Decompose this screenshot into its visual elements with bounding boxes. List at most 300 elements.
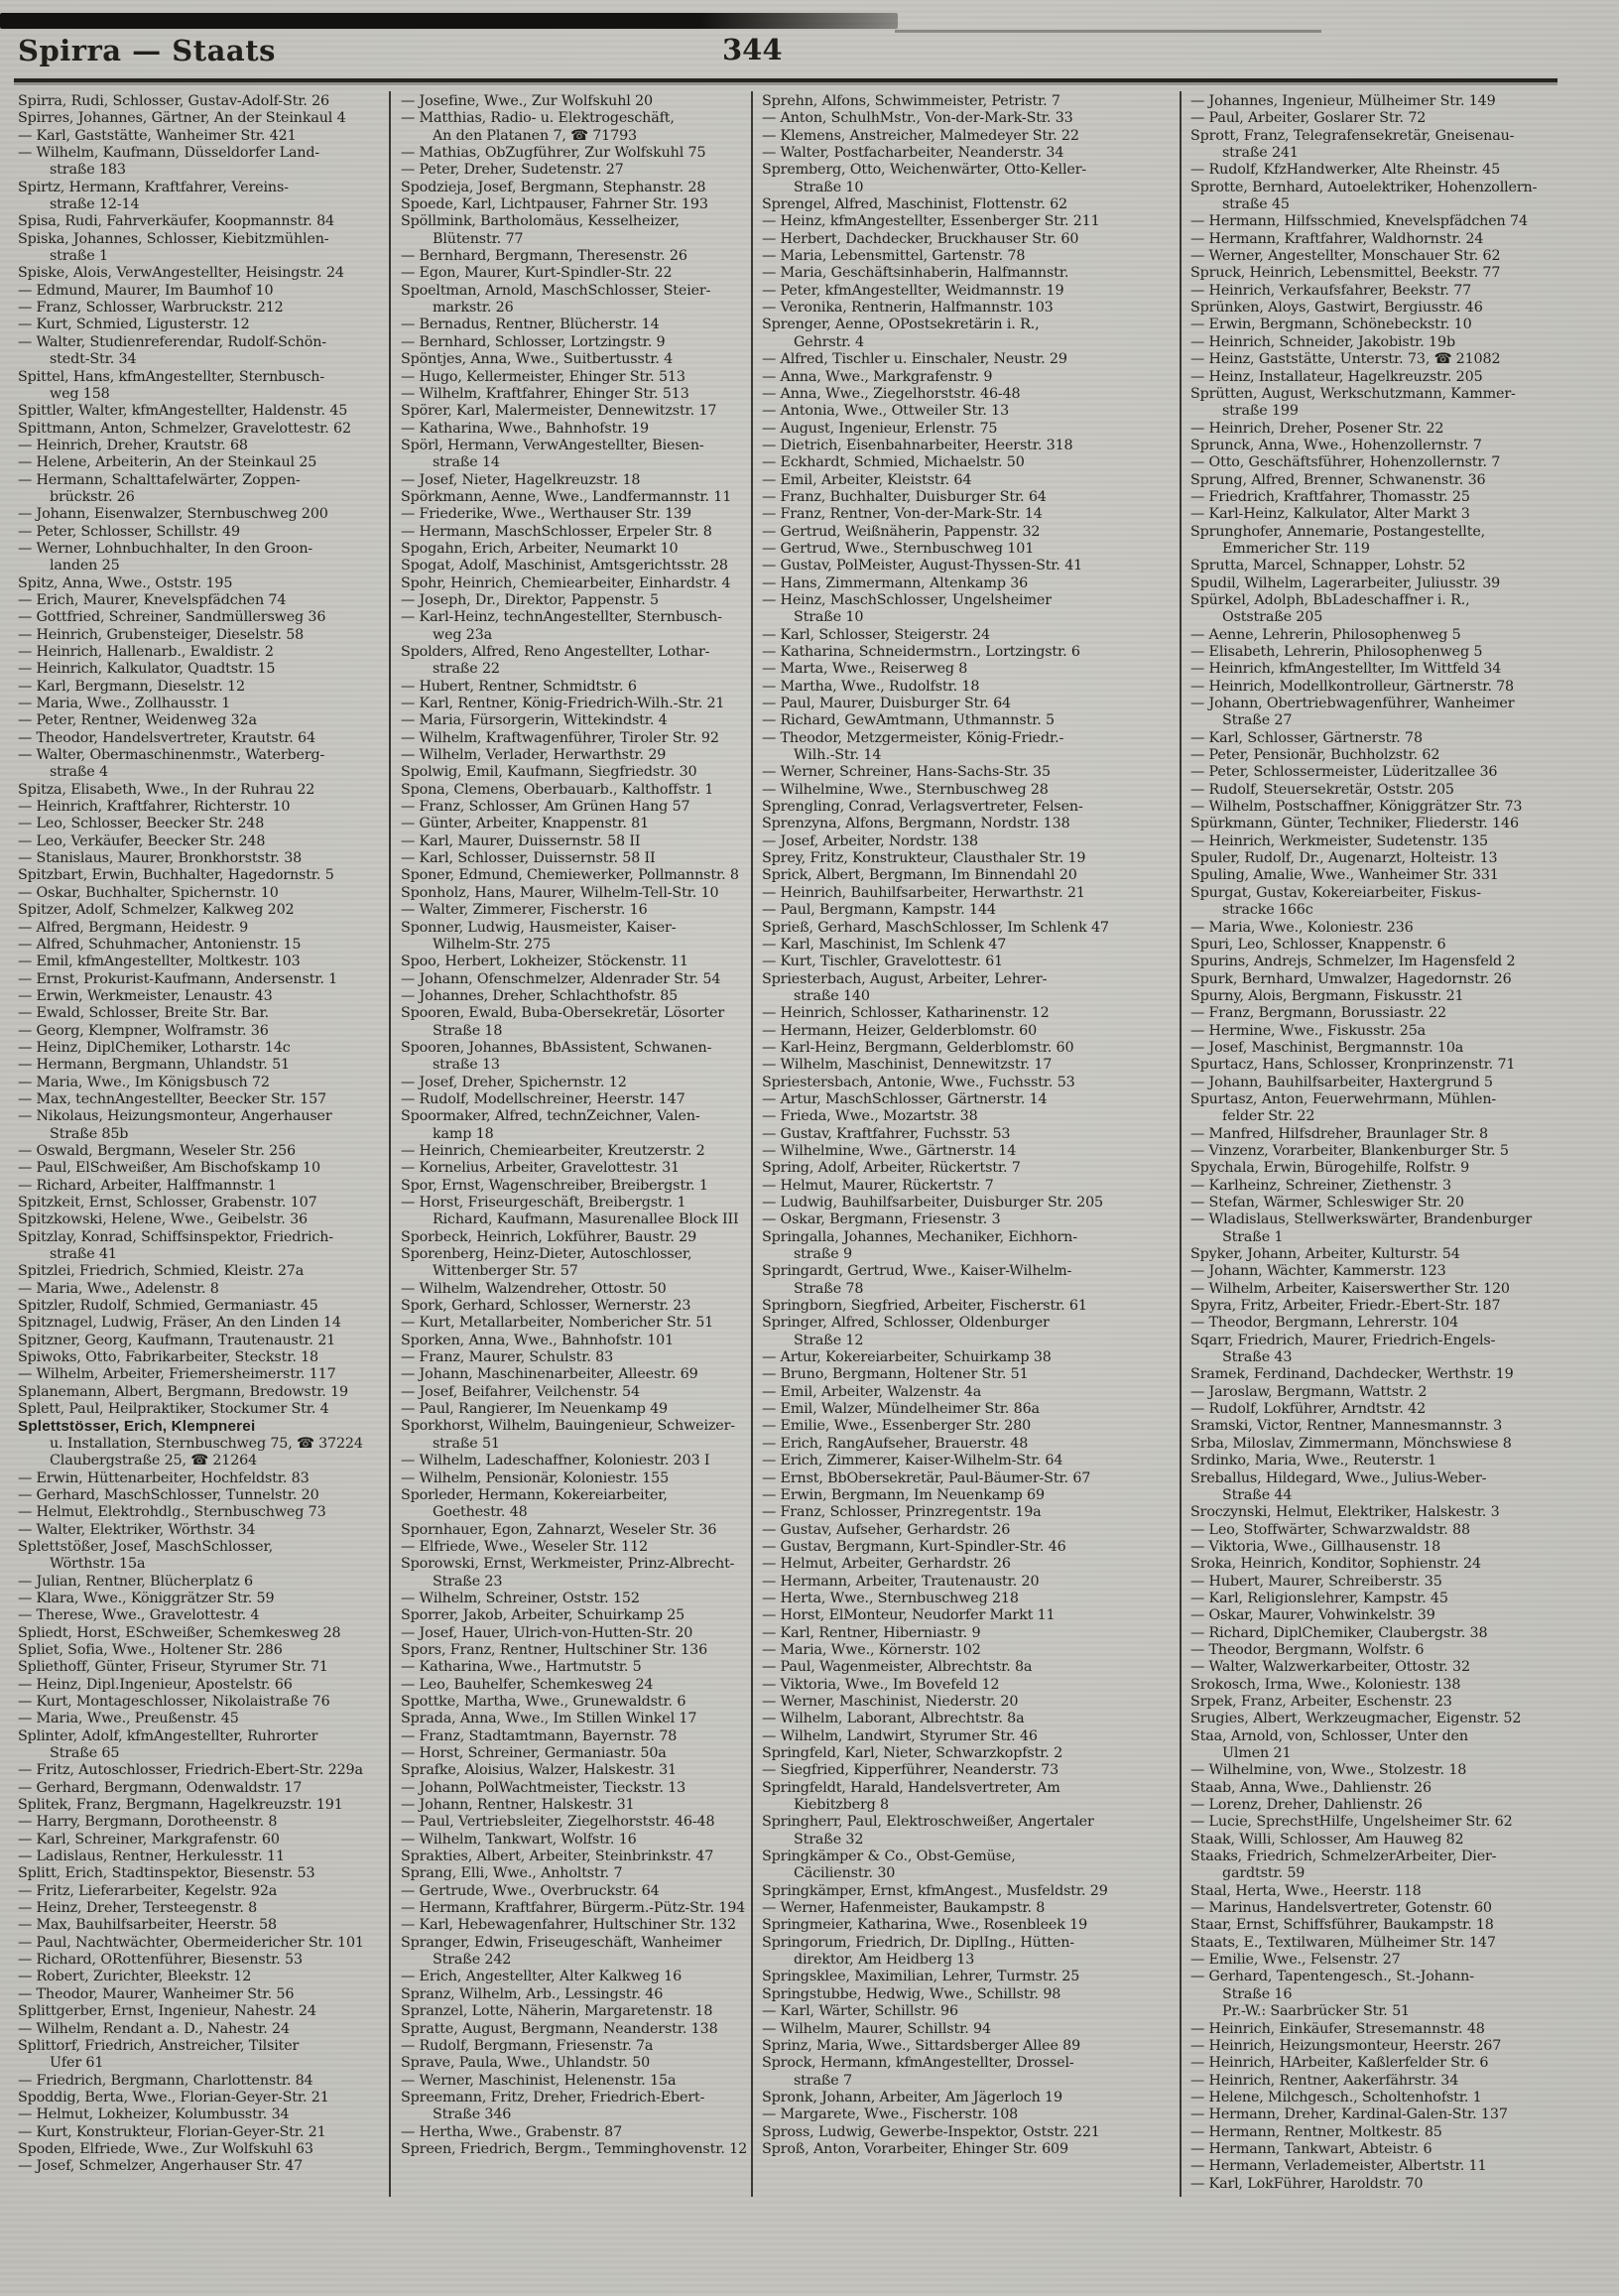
directory-line: — Hermann, Verlademeister, Albertstr. 11	[1190, 2158, 1487, 2175]
directory-line: Spurk, Bernhard, Umwalzer, Hagedornstr. 26	[1190, 970, 1512, 987]
directory-line: An den Platanen 7, ☎ 71793	[433, 127, 637, 144]
directory-line: straße 12-14	[50, 196, 140, 213]
directory-line: — Klara, Wwe., Königgrätzer Str. 59	[18, 1590, 275, 1606]
directory-line: — Hermann, Schalttafelwärter, Zoppen-	[18, 471, 301, 488]
directory-line: — Helene, Milchgesch., Scholtenhofstr. 1	[1190, 2089, 1482, 2105]
directory-line: Spreen, Friedrich, Bergm., Temminghovenstr. 12	[401, 2140, 748, 2157]
directory-line: Springkämper, Ernst, kfmAngest., Musfeldstr. 29	[762, 1882, 1108, 1899]
directory-line: — Franz, Buchhalter, Duisburger Str. 64	[762, 488, 1047, 505]
directory-line: Straße 10	[794, 179, 864, 195]
directory-line: — Walter, Studienreferendar, Rudolf-Schön-	[18, 333, 326, 350]
directory-line: — Edmund, Maurer, Im Baumhof 10	[18, 282, 274, 299]
directory-line: Springkämper & Co., Obst-Gemüse,	[762, 1849, 1016, 1865]
directory-line: — Kurt, Schmied, Ligusterstr. 12	[18, 317, 250, 333]
directory-line: Spoddig, Berta, Wwe., Florian-Geyer-Str. 21	[18, 2089, 329, 2105]
directory-line: — Gustav, Kraftfahrer, Fuchsstr. 53	[762, 1125, 1011, 1142]
directory-line: — Eckhardt, Schmied, Michaelstr. 50	[762, 454, 1025, 471]
directory-line: — Gottfried, Schreiner, Sandmüllersweg 36	[18, 609, 326, 626]
directory-line: Staak, Willi, Schlosser, Am Hauweg 82	[1190, 1831, 1464, 1848]
directory-line: — Heinrich, Grubensteiger, Dieselstr. 58	[18, 626, 305, 643]
directory-line: Spliethoff, Günter, Friseur, Styrumer Str. 71	[18, 1659, 328, 1676]
directory-line: straße 22	[433, 661, 500, 678]
directory-line: — Paul, Maurer, Duisburger Str. 64	[762, 696, 1011, 712]
directory-line: — Hermann, Heizer, Gelderblomstr. 60	[762, 1022, 1038, 1039]
directory-line: Spychala, Erwin, Bürogehilfe, Rolfstr. 9	[1190, 1160, 1470, 1177]
directory-entry-bold: Splettstösser, Erich, Klempnerei	[18, 1418, 256, 1436]
directory-line: Straße 12	[794, 1332, 864, 1348]
directory-line: — Horst, ElMonteur, Neudorfer Markt 11	[762, 1607, 1056, 1624]
directory-line: — Josef, Arbeiter, Nordstr. 138	[762, 832, 978, 849]
directory-line: Srugies, Albert, Werkzeugmacher, Eigenstr. 52	[1190, 1711, 1522, 1727]
directory-line: Wilhelm-Str. 275	[433, 936, 551, 953]
directory-line: — Rudolf, Bergmann, Friesenstr. 7a	[401, 2037, 654, 2054]
directory-line: — Walter, Walzwerkarbeiter, Ottostr. 32	[1190, 1659, 1470, 1676]
directory-line: Ulmen 21	[1222, 1745, 1292, 1761]
directory-line: — Heinrich, HArbeiter, Kaßlerfelder Str. 6	[1190, 2055, 1489, 2072]
directory-line: Blütenstr. 77	[433, 230, 524, 247]
directory-line: — Karl-Heinz, Kalkulator, Alter Markt 3	[1190, 506, 1470, 523]
directory-line: straße 9	[794, 1246, 852, 1263]
directory-line: Srdinko, Maria, Wwe., Reuterstr. 1	[1190, 1453, 1437, 1469]
directory-line: Spudil, Wilhelm, Lagerarbeiter, Juliusstr. 39	[1190, 574, 1501, 591]
directory-line: — Heinrich, Dreher, Posener Str. 22	[1190, 420, 1444, 437]
directory-line: Straße 43	[1222, 1349, 1293, 1366]
directory-line: Sprave, Paula, Wwe., Uhlandstr. 50	[401, 2055, 651, 2072]
directory-line: — Ewald, Schlosser, Breite Str. Bar.	[18, 1005, 269, 1022]
directory-line: — Heinrich, Werkmeister, Sudetenstr. 135	[1190, 832, 1488, 849]
directory-line: Straße 10	[794, 609, 864, 626]
directory-line: — Paul, Vertriebsleiter, Ziegelhorststr. 46-48	[401, 1814, 715, 1831]
directory-line: — Heinz, Dipl.Ingenieur, Apostelstr. 66	[18, 1676, 293, 1693]
directory-line: — Wilhelm, Arbeiter, Kaiserswerther Str. 120	[1190, 1280, 1510, 1297]
directory-line: — Johann, PolWachtmeister, Tieckstr. 13	[401, 1779, 686, 1796]
directory-line: — Wilhelm, Landwirt, Styrumer Str. 46	[762, 1727, 1038, 1744]
directory-line: — Emil, kfmAngestellter, Moltkestr. 103	[18, 954, 301, 970]
directory-line: — Hermann, Tankwart, Abteistr. 6	[1190, 2140, 1432, 2157]
directory-line: markstr. 26	[433, 300, 514, 317]
directory-line: — Martha, Wwe., Rudolfstr. 18	[762, 678, 980, 695]
directory-line: — Heinrich, Schneider, Jakobistr. 19b	[1190, 333, 1455, 350]
directory-line: — Werner, Maschinist, Niederstr. 20	[762, 1693, 1019, 1710]
directory-line: — Karl, Schlosser, Gärtnerstr. 78	[1190, 729, 1423, 746]
directory-line: — Rudolf, Lokführer, Arndtstr. 42	[1190, 1401, 1427, 1418]
directory-line: — Heinrich, kfmAngestellter, Im Wittfeld 34	[1190, 661, 1502, 678]
directory-line: Straße 242	[433, 1952, 512, 1969]
directory-line: — Karl, Rentner, König-Friedrich-Wilh.-Str. 21	[401, 696, 725, 712]
directory-line: Sprunghofer, Annemarie, Postangestellte,	[1190, 523, 1486, 540]
directory-line: — Viktoria, Wwe., Im Bovefeld 12	[762, 1676, 1000, 1693]
directory-line: — Herbert, Dachdecker, Bruckhauser Str. 60	[762, 230, 1079, 247]
directory-line: landen 25	[50, 558, 120, 574]
directory-line: — Leo, Stoffwärter, Schwarzwaldstr. 88	[1190, 1521, 1470, 1538]
directory-line: — Karlheinz, Schreiner, Ziethenstr. 3	[1190, 1177, 1451, 1194]
directory-column-4	[1190, 93, 1613, 2193]
directory-line: straße 41	[50, 1246, 117, 1263]
directory-line: straße 140	[794, 987, 870, 1004]
directory-line: — Heinrich, Hallenarb., Ewaldistr. 2	[18, 644, 274, 660]
directory-line: — Harry, Bergmann, Dorotheenstr. 8	[18, 1814, 278, 1831]
directory-line: — Wilhelm, Maschinist, Dennewitzstr. 17	[762, 1057, 1053, 1074]
directory-line: — Emil, Walzer, Mündelheimer Str. 86a	[762, 1401, 1040, 1418]
directory-line: — Erich, Angestellter, Alter Kalkweg 16	[401, 1969, 683, 1985]
directory-line: — Karl, Religionslehrer, Kampstr. 45	[1190, 1590, 1448, 1606]
directory-line: — Gerhard, MaschSchlosser, Tunnelstr. 20	[18, 1486, 319, 1503]
directory-line: — Hugo, Kellermeister, Ehinger Str. 513	[401, 368, 685, 385]
directory-line: — Ladislaus, Rentner, Herkulesstr. 11	[18, 1849, 285, 1865]
directory-column-3	[762, 93, 1177, 2158]
directory-line: — Robert, Zurichter, Bleekstr. 12	[18, 1969, 252, 1985]
directory-line: — Peter, Schlosser, Schillstr. 49	[18, 523, 240, 540]
directory-line: — Matthias, Radio- u. Elektrogeschäft,	[401, 110, 675, 127]
directory-line: — Josef, Dreher, Spichernstr. 12	[401, 1074, 627, 1090]
directory-line: felder Str. 22	[1222, 1108, 1315, 1125]
directory-line: Sprieß, Gerhard, MaschSchlosser, Im Schlenk 47	[762, 919, 1109, 936]
directory-line: Sprünken, Aloys, Gastwirt, Bergiusstr. 46	[1190, 300, 1483, 317]
directory-line: — Heinrich, Dreher, Krautstr. 68	[18, 437, 248, 453]
directory-line: Springmeier, Katharina, Wwe., Rosenbleek 19	[762, 1917, 1088, 1934]
directory-line: — Karl, Rentner, Hiberniastr. 9	[762, 1624, 981, 1641]
directory-line: Spranz, Wilhelm, Arb., Lessingstr. 46	[401, 1985, 664, 2002]
directory-line: — Richard, ORottenführer, Biesenstr. 53	[18, 1952, 303, 1969]
directory-line: — Emil, Arbeiter, Walzenstr. 4a	[762, 1383, 982, 1400]
directory-line: straße 241	[1222, 145, 1299, 162]
directory-line: — Franz, Schlosser, Warbruckstr. 212	[18, 300, 284, 317]
directory-line: — Kurt, Tischler, Gravelottestr. 61	[762, 954, 1003, 970]
directory-line: — Alfred, Bergmann, Heidestr. 9	[18, 919, 249, 936]
directory-line: Splittgerber, Ernst, Ingenieur, Nahestr. 24	[18, 2003, 316, 2020]
directory-line: — Horst, Friseurgeschäft, Breibergstr. 1	[401, 1195, 686, 1211]
directory-line: Sprengling, Conrad, Verlagsvertreter, Felsen-	[762, 799, 1083, 816]
directory-line: — Heinrich, Bauhilfsarbeiter, Herwarthstr. 21	[762, 884, 1085, 901]
directory-line: Spitzkowski, Helene, Wwe., Geibelstr. 36	[18, 1212, 308, 1228]
directory-line: Springardt, Gertrud, Wwe., Kaiser-Wilhelm-	[762, 1263, 1072, 1280]
directory-line: — Aenne, Lehrerin, Philosophenweg 5	[1190, 626, 1461, 643]
directory-line: — Werner, Hafenmeister, Baukampstr. 8	[762, 1900, 1046, 1917]
directory-line: straße 13	[433, 1057, 500, 1074]
directory-line: — Heinz, MaschSchlosser, Ungelsheimer	[762, 591, 1052, 608]
directory-line: straße 4	[50, 764, 108, 781]
directory-line: — Hermann, Hilfsschmied, Knevelspfädchen 74	[1190, 213, 1528, 230]
directory-line: — Hermann, Kraftfahrer, Waldhornstr. 24	[1190, 230, 1484, 247]
directory-line: — Peter, Dreher, Sudetenstr. 27	[401, 162, 624, 179]
directory-line: — Karl, Maschinist, Im Schlenk 47	[762, 936, 1007, 953]
directory-line: — Wilhelm, Schreiner, Oststr. 152	[401, 1590, 640, 1606]
directory-line: Spross, Ludwig, Gewerbe-Inspektor, Oststr. 221	[762, 2123, 1100, 2140]
directory-line: — Erich, Maurer, Knevelspfädchen 74	[18, 591, 287, 608]
directory-line: — Erwin, Bergmann, Im Neuenkamp 69	[762, 1486, 1045, 1503]
column-divider	[1180, 91, 1182, 2197]
directory-line: Splettstößer, Josef, MaschSchlosser,	[18, 1538, 273, 1555]
directory-line: — Heinrich, Modellkontrolleur, Gärtnerstr. 78	[1190, 678, 1515, 695]
directory-line: Spitzler, Rudolf, Schmied, Germaniastr. 45	[18, 1298, 318, 1315]
directory-column-2	[401, 93, 750, 2158]
directory-line: Spriestersbach, Antonie, Wwe., Fuchsstr. 53	[762, 1074, 1075, 1090]
directory-line: — Franz, Stadtamtmann, Bayernstr. 78	[401, 1727, 678, 1744]
directory-line: Straße 44	[1222, 1486, 1293, 1503]
directory-line: — Maria, Fürsorgerin, Wittekindstr. 4	[401, 712, 668, 729]
directory-line: Splitek, Franz, Bergmann, Hagelkreuzstr. 191	[18, 1797, 343, 1814]
directory-line: — Manfred, Hilfsdreher, Braunlager Str. 8	[1190, 1125, 1488, 1142]
directory-line: Oststraße 205	[1222, 609, 1323, 626]
directory-line: Sprotte, Bernhard, Autoelektriker, Hohenzollern-	[1190, 179, 1538, 195]
directory-line: — Wilhelmine, Wwe., Gärtnerstr. 14	[762, 1142, 1017, 1159]
directory-line: — Wilhelm, Verlader, Herwarthstr. 29	[401, 747, 667, 764]
directory-line: — Johann, Ofenschmelzer, Aldenrader Str. 54	[401, 970, 721, 987]
directory-line: — Viktoria, Wwe., Gillhausenstr. 18	[1190, 1538, 1441, 1555]
directory-line: — Heinz, kfmAngestellter, Essenberger Str. 211	[762, 213, 1100, 230]
directory-line: — Werner, Schreiner, Hans-Sachs-Str. 35	[762, 764, 1051, 781]
directory-line: — Elisabeth, Lehrerin, Philosophenweg 5	[1190, 644, 1483, 660]
directory-line: — Walter, Zimmerer, Fischerstr. 16	[401, 902, 648, 919]
directory-line: — Theodor, Metzgermeister, König-Friedr.-	[762, 729, 1064, 746]
directory-line: — Max, technAngestellter, Beecker Str. 157	[18, 1090, 326, 1107]
directory-line: Sprott, Franz, Telegrafensekretär, Gneisenau-	[1190, 127, 1515, 144]
directory-line: — Karl, Wärter, Schillstr. 96	[762, 2003, 958, 2020]
directory-line: — Georg, Klempner, Wolframstr. 36	[18, 1022, 269, 1039]
directory-line: Pr.-W.: Saarbrücker Str. 51	[1222, 2003, 1410, 2020]
directory-line: Splittorf, Friedrich, Anstreicher, Tilsiter	[18, 2037, 300, 2054]
directory-line: Staab, Anna, Wwe., Dahlienstr. 26	[1190, 1779, 1432, 1796]
directory-line: — Oskar, Maurer, Vohwinkelstr. 39	[1190, 1607, 1435, 1624]
directory-line: — Karl, Hebewagenfahrer, Hultschiner Str. 132	[401, 1917, 736, 1934]
directory-line: — Paul, Wagenmeister, Albrechtstr. 8a	[762, 1659, 1033, 1676]
directory-line: — Therese, Wwe., Gravelottestr. 4	[18, 1607, 260, 1624]
directory-line: — Paul, Nachtwächter, Obermeidericher Str. 101	[18, 1934, 364, 1951]
directory-line: u. Installation, Sternbuschweg 75, ☎ 37224	[50, 1435, 363, 1452]
directory-line: — Johannes, Ingenieur, Mülheimer Str. 149	[1190, 93, 1496, 109]
directory-line: — Alfred, Tischler u. Einschaler, Neustr. 29	[762, 351, 1067, 368]
directory-line: Staal, Herta, Wwe., Heerstr. 118	[1190, 1882, 1422, 1899]
directory-line: — Kornelius, Arbeiter, Gravelottestr. 31	[401, 1160, 681, 1177]
directory-line: Straße 78	[794, 1280, 864, 1297]
directory-line: — Wilhelm, Tankwart, Wolfstr. 16	[401, 1831, 637, 1848]
directory-line: — Hubert, Rentner, Schmidtstr. 6	[401, 678, 637, 695]
directory-line: Sporleder, Hermann, Kokereiarbeiter,	[401, 1486, 668, 1503]
directory-line: — Lorenz, Dreher, Dahlienstr. 26	[1190, 1797, 1423, 1814]
directory-line: — Veronika, Rentnerin, Halfmannstr. 103	[762, 300, 1054, 317]
page-title: Spirra — Staats	[18, 34, 276, 67]
directory-line: — Stanislaus, Maurer, Bronkhorststr. 38	[18, 850, 303, 867]
directory-line: — Walter, Obermaschinenmstr., Waterberg-	[18, 747, 325, 764]
directory-line: — Paul, Arbeiter, Goslarer Str. 72	[1190, 110, 1427, 127]
directory-line: — Katharina, Wwe., Bahnhofstr. 19	[401, 420, 650, 437]
directory-column-1	[18, 93, 391, 2176]
directory-line: — Karl-Heinz, technAngestellter, Sternbusch-	[401, 609, 722, 626]
directory-line: — Leo, Verkäufer, Beecker Str. 248	[18, 832, 266, 849]
directory-line: — Wilhelm, Pensionär, Koloniestr. 155	[401, 1469, 670, 1486]
directory-line: weg 158	[50, 385, 110, 402]
directory-line: — Josef, Hauer, Ulrich-von-Hutten-Str. 20	[401, 1624, 693, 1641]
directory-line: — Klemens, Anstreicher, Malmedeyer Str. 22	[762, 127, 1079, 144]
directory-line: — Gustav, Bergmann, Kurt-Spindler-Str. 46	[762, 1538, 1066, 1555]
directory-line: — Wilhelmine, Wwe., Sternbuschweg 28	[762, 781, 1049, 798]
directory-line: Spornhauer, Egon, Zahnarzt, Weseler Str. 36	[401, 1521, 717, 1538]
directory-line: — Josefine, Wwe., Zur Wolfskuhl 20	[401, 93, 653, 109]
directory-line: kamp 18	[433, 1125, 494, 1142]
directory-line: — Marta, Wwe., Reiserweg 8	[762, 661, 968, 678]
directory-line: — Maria, Wwe., Preußenstr. 45	[18, 1711, 239, 1727]
directory-line: Springstubbe, Hedwig, Wwe., Schillstr. 98	[762, 1985, 1061, 2002]
directory-line: Spittler, Walter, kfmAngestellter, Haldenstr. 45	[18, 403, 348, 420]
directory-line: Spodzieja, Josef, Bergmann, Stephanstr. 28	[401, 179, 706, 195]
directory-line: — Helmut, Maurer, Rückertstr. 7	[762, 1177, 994, 1194]
directory-line: Spitza, Elisabeth, Wwe., In der Ruhrau 22	[18, 781, 315, 798]
directory-line: — Franz, Rentner, Von-der-Mark-Str. 14	[762, 506, 1043, 523]
directory-line: — Johannes, Dreher, Schlachthofstr. 85	[401, 987, 679, 1004]
directory-line: Straße 16	[1222, 1985, 1293, 2002]
directory-line: — Hermann, Kraftfahrer, Bürgerm.-Pütz-Str. 194	[401, 1900, 746, 1917]
directory-line: — Frieda, Wwe., Mozartstr. 38	[762, 1108, 978, 1125]
directory-line: Spitzlay, Konrad, Schiffsinspektor, Friedrich-	[18, 1228, 333, 1245]
directory-line: Sramski, Victor, Rentner, Mannesmannstr. 3	[1190, 1418, 1503, 1435]
directory-line: Springer, Alfred, Schlosser, Oldenburger	[762, 1315, 1050, 1332]
directory-line: — Bernadus, Rentner, Blücherstr. 14	[401, 317, 660, 333]
directory-line: Spitz, Anna, Wwe., Oststr. 195	[18, 574, 233, 591]
directory-line: brückstr. 26	[50, 488, 135, 505]
directory-line: — Hertha, Wwe., Grabenstr. 87	[401, 2123, 623, 2140]
directory-line: — Antonia, Wwe., Ottweiler Str. 13	[762, 403, 1010, 420]
directory-line: Straße 85b	[50, 1125, 129, 1142]
directory-line: — Hermann, Dreher, Kardinal-Galen-Str. 137	[1190, 2106, 1508, 2123]
directory-line: — Heinz, DiplChemiker, Lotharstr. 14c	[18, 1039, 291, 1056]
directory-line: Spranzel, Lotte, Näherin, Margaretenstr. 18	[401, 2003, 713, 2020]
directory-line: Cäcilienstr. 30	[794, 1865, 896, 1882]
directory-line: Srba, Miloslav, Zimmermann, Mönchswiese 8	[1190, 1435, 1512, 1452]
directory-line: — Karl, Maurer, Duissernstr. 58 II	[401, 832, 641, 849]
directory-line: Spoeltman, Arnold, MaschSchlosser, Steier-	[401, 282, 711, 299]
directory-line: Spörl, Hermann, VerwAngestellter, Biesen-	[401, 437, 704, 453]
directory-line: Spliet, Sofia, Wwe., Holtener Str. 286	[18, 1641, 283, 1658]
directory-line: Spriesterbach, August, Arbeiter, Lehrer-	[762, 970, 1048, 987]
directory-line: Spörkmann, Aenne, Wwe., Landfermannstr. 11	[401, 488, 732, 505]
directory-line: — Helmut, Lokheizer, Kolumbusstr. 34	[18, 2106, 290, 2123]
directory-line: — Helene, Arbeiterin, An der Steinkaul 25	[18, 454, 317, 471]
directory-line: — Nikolaus, Heizungsmonteur, Angerhauser	[18, 1108, 332, 1125]
directory-line: — Theodor, Maurer, Wanheimer Str. 56	[18, 1985, 295, 2002]
directory-line: Spitzer, Adolf, Schmelzer, Kalkweg 202	[18, 902, 295, 919]
directory-line: Sponner, Ludwig, Hausmeister, Kaiser-	[401, 919, 677, 936]
directory-line: Spitzlei, Friedrich, Schmied, Kleistr. 27a	[18, 1263, 305, 1280]
directory-line: — Artur, Kokereiarbeiter, Schuirkamp 38	[762, 1349, 1052, 1366]
directory-line: — Margarete, Wwe., Fischerstr. 108	[762, 2106, 1019, 2123]
directory-line: direktor, Am Heidberg 13	[794, 1952, 975, 1969]
directory-line: Spuri, Leo, Schlosser, Knappenstr. 6	[1190, 936, 1446, 953]
directory-line: Spring, Adolf, Arbeiter, Rückertstr. 7	[762, 1160, 1021, 1177]
directory-line: — Heinrich, Heizungsmonteur, Heerstr. 267	[1190, 2037, 1502, 2054]
directory-line: — Wladislaus, Stellwerkswärter, Brandenburger	[1190, 1212, 1533, 1228]
directory-line: Springfeldt, Harald, Handelsvertreter, Am	[762, 1779, 1060, 1796]
directory-line: — Johann, Bauhilfsarbeiter, Haxtergrund 5	[1190, 1074, 1493, 1090]
directory-line: Springborn, Siegfried, Arbeiter, Fischerstr. 61	[762, 1298, 1087, 1315]
directory-line: — Alfred, Schuhmacher, Antonienstr. 15	[18, 936, 302, 953]
directory-line: Spiske, Alois, VerwAngestellter, Heisingstr. 24	[18, 265, 344, 282]
directory-line: Spoormaker, Alfred, technZeichner, Valen-	[401, 1108, 700, 1125]
directory-line: — Jaroslaw, Bergmann, Wattstr. 2	[1190, 1383, 1428, 1400]
directory-line: Spottke, Martha, Wwe., Grunewaldstr. 6	[401, 1693, 686, 1710]
directory-line: — Wilhelm, Ladeschaffner, Koloniestr. 203 I	[401, 1453, 710, 1469]
directory-line: Spremberg, Otto, Weichenwärter, Otto-Keller-	[762, 162, 1087, 179]
directory-line: — Emil, Arbeiter, Kleiststr. 64	[762, 471, 972, 488]
column-divider	[751, 91, 753, 2197]
directory-line: — Maria, Geschäftsinhaberin, Halfmannstr.	[762, 265, 1069, 282]
directory-line: Sporrer, Jakob, Arbeiter, Schuirkamp 25	[401, 1607, 685, 1624]
directory-line: Sprinz, Maria, Wwe., Sittardsberger Allee 89	[762, 2037, 1081, 2054]
directory-line: Spyker, Johann, Arbeiter, Kulturstr. 54	[1190, 1246, 1460, 1263]
directory-line: Sporenberg, Heinz-Dieter, Autoschlosser,	[401, 1246, 692, 1263]
directory-line: — Horst, Schreiner, Germaniastr. 50a	[401, 1745, 667, 1761]
directory-line: Spliedt, Horst, ESchweißer, Schemkesweg 28	[18, 1624, 341, 1641]
directory-line: Straße 346	[433, 2106, 512, 2123]
directory-line: Spürkmann, Günter, Techniker, Fliederstr. 146	[1190, 816, 1519, 832]
directory-line: gardtstr. 59	[1222, 1865, 1306, 1882]
directory-line: — Ernst, BbObersekretär, Paul-Bäumer-Str. 67	[762, 1469, 1091, 1486]
directory-line: Straße 18	[433, 1022, 503, 1039]
directory-line: Spurtacz, Hans, Schlosser, Kronprinzenstr. 71	[1190, 1057, 1516, 1074]
directory-line: — Peter, Schlossermeister, Lüderitzallee 36	[1190, 764, 1498, 781]
directory-line: — Fritz, Autoschlosser, Friedrich-Ebert-Str. 229a	[18, 1762, 363, 1779]
directory-line: Staar, Ernst, Schiffsführer, Baukampstr. 18	[1190, 1917, 1494, 1934]
directory-line: — Erich, RangAufseher, Brauerstr. 48	[762, 1435, 1029, 1452]
directory-line: — Anton, SchulhMstr., Von-der-Mark-Str. 33	[762, 110, 1073, 127]
directory-line: — Artur, MaschSchlosser, Gärtnerstr. 14	[762, 1090, 1048, 1107]
directory-line: — Franz, Schlosser, Am Grünen Hang 57	[401, 799, 690, 816]
directory-line: Springorum, Friedrich, Dr. DiplIng., Hütten-	[762, 1934, 1074, 1951]
directory-line: — Karl, LokFührer, Haroldstr. 70	[1190, 2175, 1424, 2192]
directory-line: — Rudolf, Steuersekretär, Oststr. 205	[1190, 781, 1454, 798]
directory-line: straße 199	[1222, 403, 1299, 420]
directory-line: — Hubert, Maurer, Schreiberstr. 35	[1190, 1573, 1442, 1590]
directory-line: — Kurt, Metallarbeiter, Nombericher Str. 51	[401, 1315, 714, 1332]
directory-line: — Anna, Wwe., Ziegelhorststr. 46-48	[762, 385, 1021, 402]
directory-line: Spohr, Heinrich, Chemiearbeiter, Einhardstr. 4	[401, 574, 731, 591]
directory-line: — Helmut, Arbeiter, Gerhardstr. 26	[762, 1556, 1011, 1573]
directory-line: straße 1	[50, 248, 108, 265]
directory-line: — Oskar, Buchhalter, Spichernstr. 10	[18, 884, 279, 901]
directory-line: — Joseph, Dr., Direktor, Pappenstr. 5	[401, 591, 659, 608]
directory-line: Sroczynski, Helmut, Elektriker, Halskestr. 3	[1190, 1504, 1500, 1521]
directory-line: — Wilhelm, Postschaffner, Königgrätzer Str. 73	[1190, 799, 1523, 816]
directory-line: Spitzner, Georg, Kaufmann, Trautenaustr. 21	[18, 1332, 336, 1348]
directory-line: Staa, Arnold, von, Schlosser, Unter den	[1190, 1727, 1468, 1744]
directory-line: — Helmut, Elektrohdlg., Sternbuschweg 73	[18, 1504, 326, 1521]
directory-line: — Karl, Bergmann, Dieselstr. 12	[18, 678, 245, 695]
directory-line: — Wilhelm, Laborant, Albrechtstr. 8a	[762, 1711, 1025, 1727]
directory-line: — Lucie, SprechstHilfe, Ungelsheimer Str. 62	[1190, 1814, 1513, 1831]
directory-line: Spork, Gerhard, Schlosser, Wernerstr. 23	[401, 1298, 691, 1315]
page-number: 344	[722, 33, 783, 66]
directory-line: Spöllmink, Bartholomäus, Kesselheizer,	[401, 213, 680, 230]
directory-line: Sprakties, Albert, Arbeiter, Steinbrinkstr. 47	[401, 1849, 714, 1865]
directory-line: — Erwin, Werkmeister, Lenaustr. 43	[18, 987, 273, 1004]
directory-line: — Max, Bauhilfsarbeiter, Heerstr. 58	[18, 1917, 277, 1934]
directory-line: — Karl, Schreiner, Markgrafenstr. 60	[18, 1831, 280, 1848]
directory-line: — Wilhelm, Rendant a. D., Nahestr. 24	[18, 2020, 290, 2037]
directory-line: Sporbeck, Heinrich, Lokführer, Baustr. 29	[401, 1228, 697, 1245]
directory-line: — Maria, Lebensmittel, Gartenstr. 78	[762, 248, 1026, 265]
directory-line: — Herta, Wwe., Sternbuschweg 218	[762, 1590, 1019, 1606]
directory-line: Spolwig, Emil, Kaufmann, Siegfriedstr. 30	[401, 764, 697, 781]
directory-line: Sprafke, Aloisius, Walzer, Halskestr. 31	[401, 1762, 677, 1779]
directory-line: Emmericher Str. 119	[1222, 540, 1370, 557]
directory-line: — Friederike, Wwe., Werthauser Str. 139	[401, 506, 691, 523]
directory-line: Spoo, Herbert, Lokheizer, Stöckenstr. 11	[401, 954, 688, 970]
directory-line: Springherr, Paul, Elektroschweißer, Angertaler	[762, 1814, 1094, 1831]
directory-line: Straße 27	[1222, 712, 1293, 729]
directory-line: Splinter, Adolf, kfmAngestellter, Ruhrorter	[18, 1727, 318, 1744]
directory-line: straße 7	[794, 2072, 852, 2089]
directory-line: Spor, Ernst, Wagenschreiber, Breibergstr. 1	[401, 1177, 708, 1194]
directory-line: Spuling, Amalie, Wwe., Wanheimer Str. 331	[1190, 867, 1499, 884]
